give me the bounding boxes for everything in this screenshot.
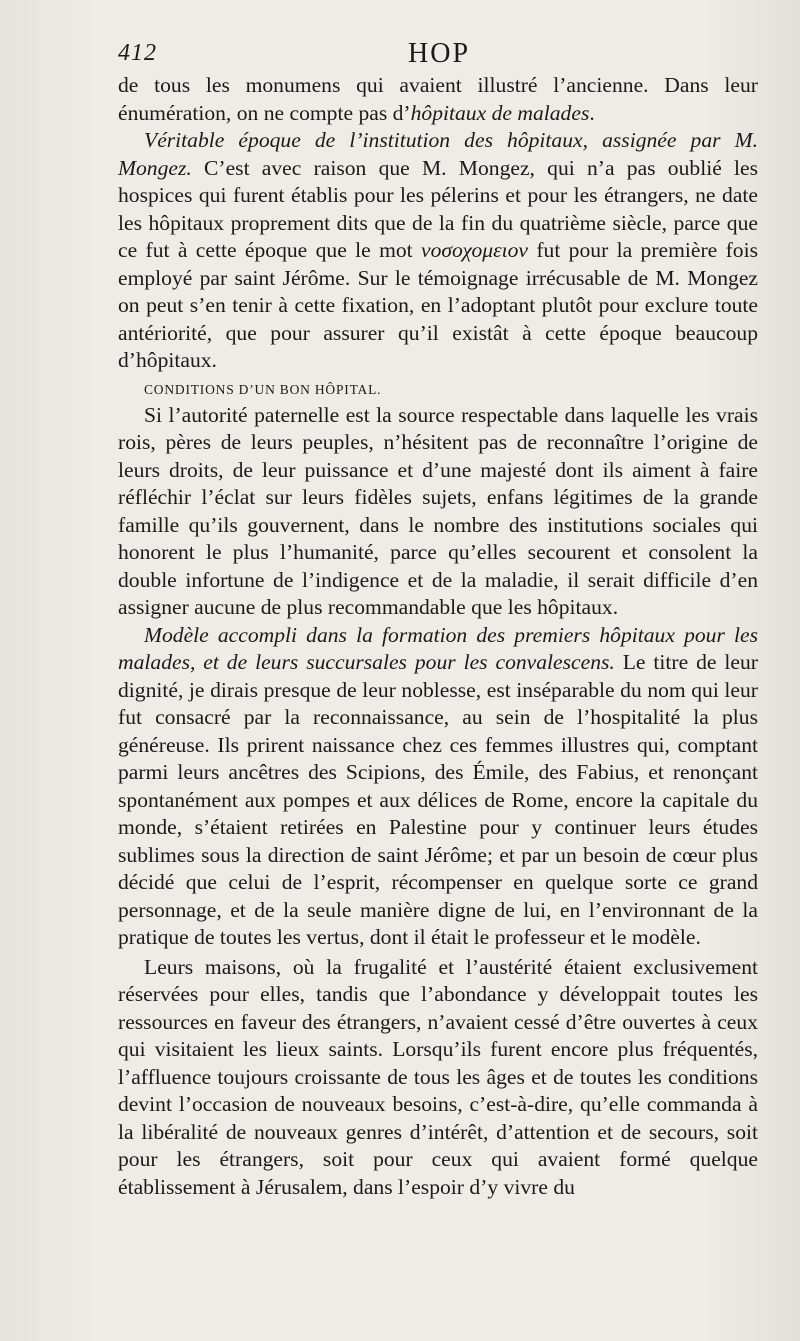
paragraph-1 [118, 72, 758, 127]
paragraph-1-text: de tous les monumens qui avaient illustré l’ancienne. Dans leur énumération, on ne compte pas d’ [118, 73, 758, 125]
page-header [118, 36, 756, 68]
paragraph-3: Si l’autorité paternelle est la source respectable dans laquelle les vrais rois, pères de leurs peuples, n’hésitent pas de reconnaître l’origine de leurs droits, de leur puissance et d’une majesté dont ils aiment à faire réfléchir l’éclat sur leurs fidèles sujets, enfans légitimes de la grande famille qu’ils gouvernent, dans le nombre des institutions sociales qui honorent le plus l’humanité, parce qu’elles secourent et consolent la double infortune de l’indigence et de la maladie, il serait difficile d’en assigner aucune de plus recommandable que les hôpitaux. [118, 402, 758, 619]
paragraph-4 [118, 622, 758, 952]
paragraph-2 [118, 127, 758, 375]
greek-word: νοσοχομειον [421, 238, 528, 262]
paragraph-1-end: . [589, 100, 595, 125]
paragraph-2-text: C’est avec raison que M. Mongez, qui n’a pas oublié les hospices qui furent établis pour les pélerins et pour les étrangers, ne date les hôpitaux proprement dits que de la fin du quatrième siècle, parce que ce fut à cette époque que le mot [118, 155, 758, 262]
paragraph-1-italic: hôpitaux de malades [410, 100, 590, 125]
section-title-1: Véritable époque de l’institution des hôpitaux, assignée par M. Mongez. [118, 128, 758, 180]
running-head: HOP [408, 38, 471, 69]
subheading: CONDITIONS D’UN BON HÔPITAL. [144, 381, 382, 397]
paragraph-5: Leurs maisons, où la frugalité et l’austérité étaient exclusivement réservées pour elles, tandis que l’abondance y développait toutes les ressources en faveur des étrangers, n’avaient cessé d’être ouvertes à ceux qui visitaient les lieux saints. Lorsqu’ils furent encore plus fréquentés, l’affluence toujours croissante de tous les âges et de toutes les conditions devint l’occasion de nouveaux besoins, c’est-à-dire, qu’elle commanda à la libéralité de nouveaux genres d’intérêt, d’attention et de secours, soit pour les étrangers, soit pour ceux qui avaient formé quelque établissement à Jérusalem, dans l’espoir d’y vivre du [118, 954, 758, 1199]
page-number: 412 [118, 40, 157, 66]
paragraph-4-text: Le titre de leur dignité, je dirais presque de leur noblesse, est inséparable du nom qui leur fut consacré par la reconnaissance, au sein de l’hospitalité la plus généreuse. Ils prirent naissance chez ces femmes illustres qui, comptant parmi leurs ancêtres des Scipions, des Émile, des Fabius, et renonçant spontanément aux pompes et aux délices de Rome, encore la capitale du monde, s’étaient retirées en Palestine pour y continuer leurs études sublimes sous la direction de saint Jérôme; et par un besoin de cœur plus décidé que celui de l’esprit, récompenser en quelque sorte ce grand personnage, et de la seule manière digne de lui, en l’environnant de la pratique de toutes les vertus, dont il était le professeur et le modèle. [118, 650, 758, 949]
paragraph-2-end: fut pour la première fois employé par saint Jérôme. Sur le témoignage irrécusable de M. Mongez on peut s’en tenir à cette fixation, en l’adoptant plutôt pour exclure toute antériorité, que pour assurer qu’il existât à cette époque beaucoup d’hôpitaux. [118, 238, 759, 372]
section-title-2: Modèle accompli dans la formation des premiers hôpitaux pour les malades, et de leurs succursales pour les convalescens. [118, 622, 758, 674]
page-body [118, 72, 758, 1201]
